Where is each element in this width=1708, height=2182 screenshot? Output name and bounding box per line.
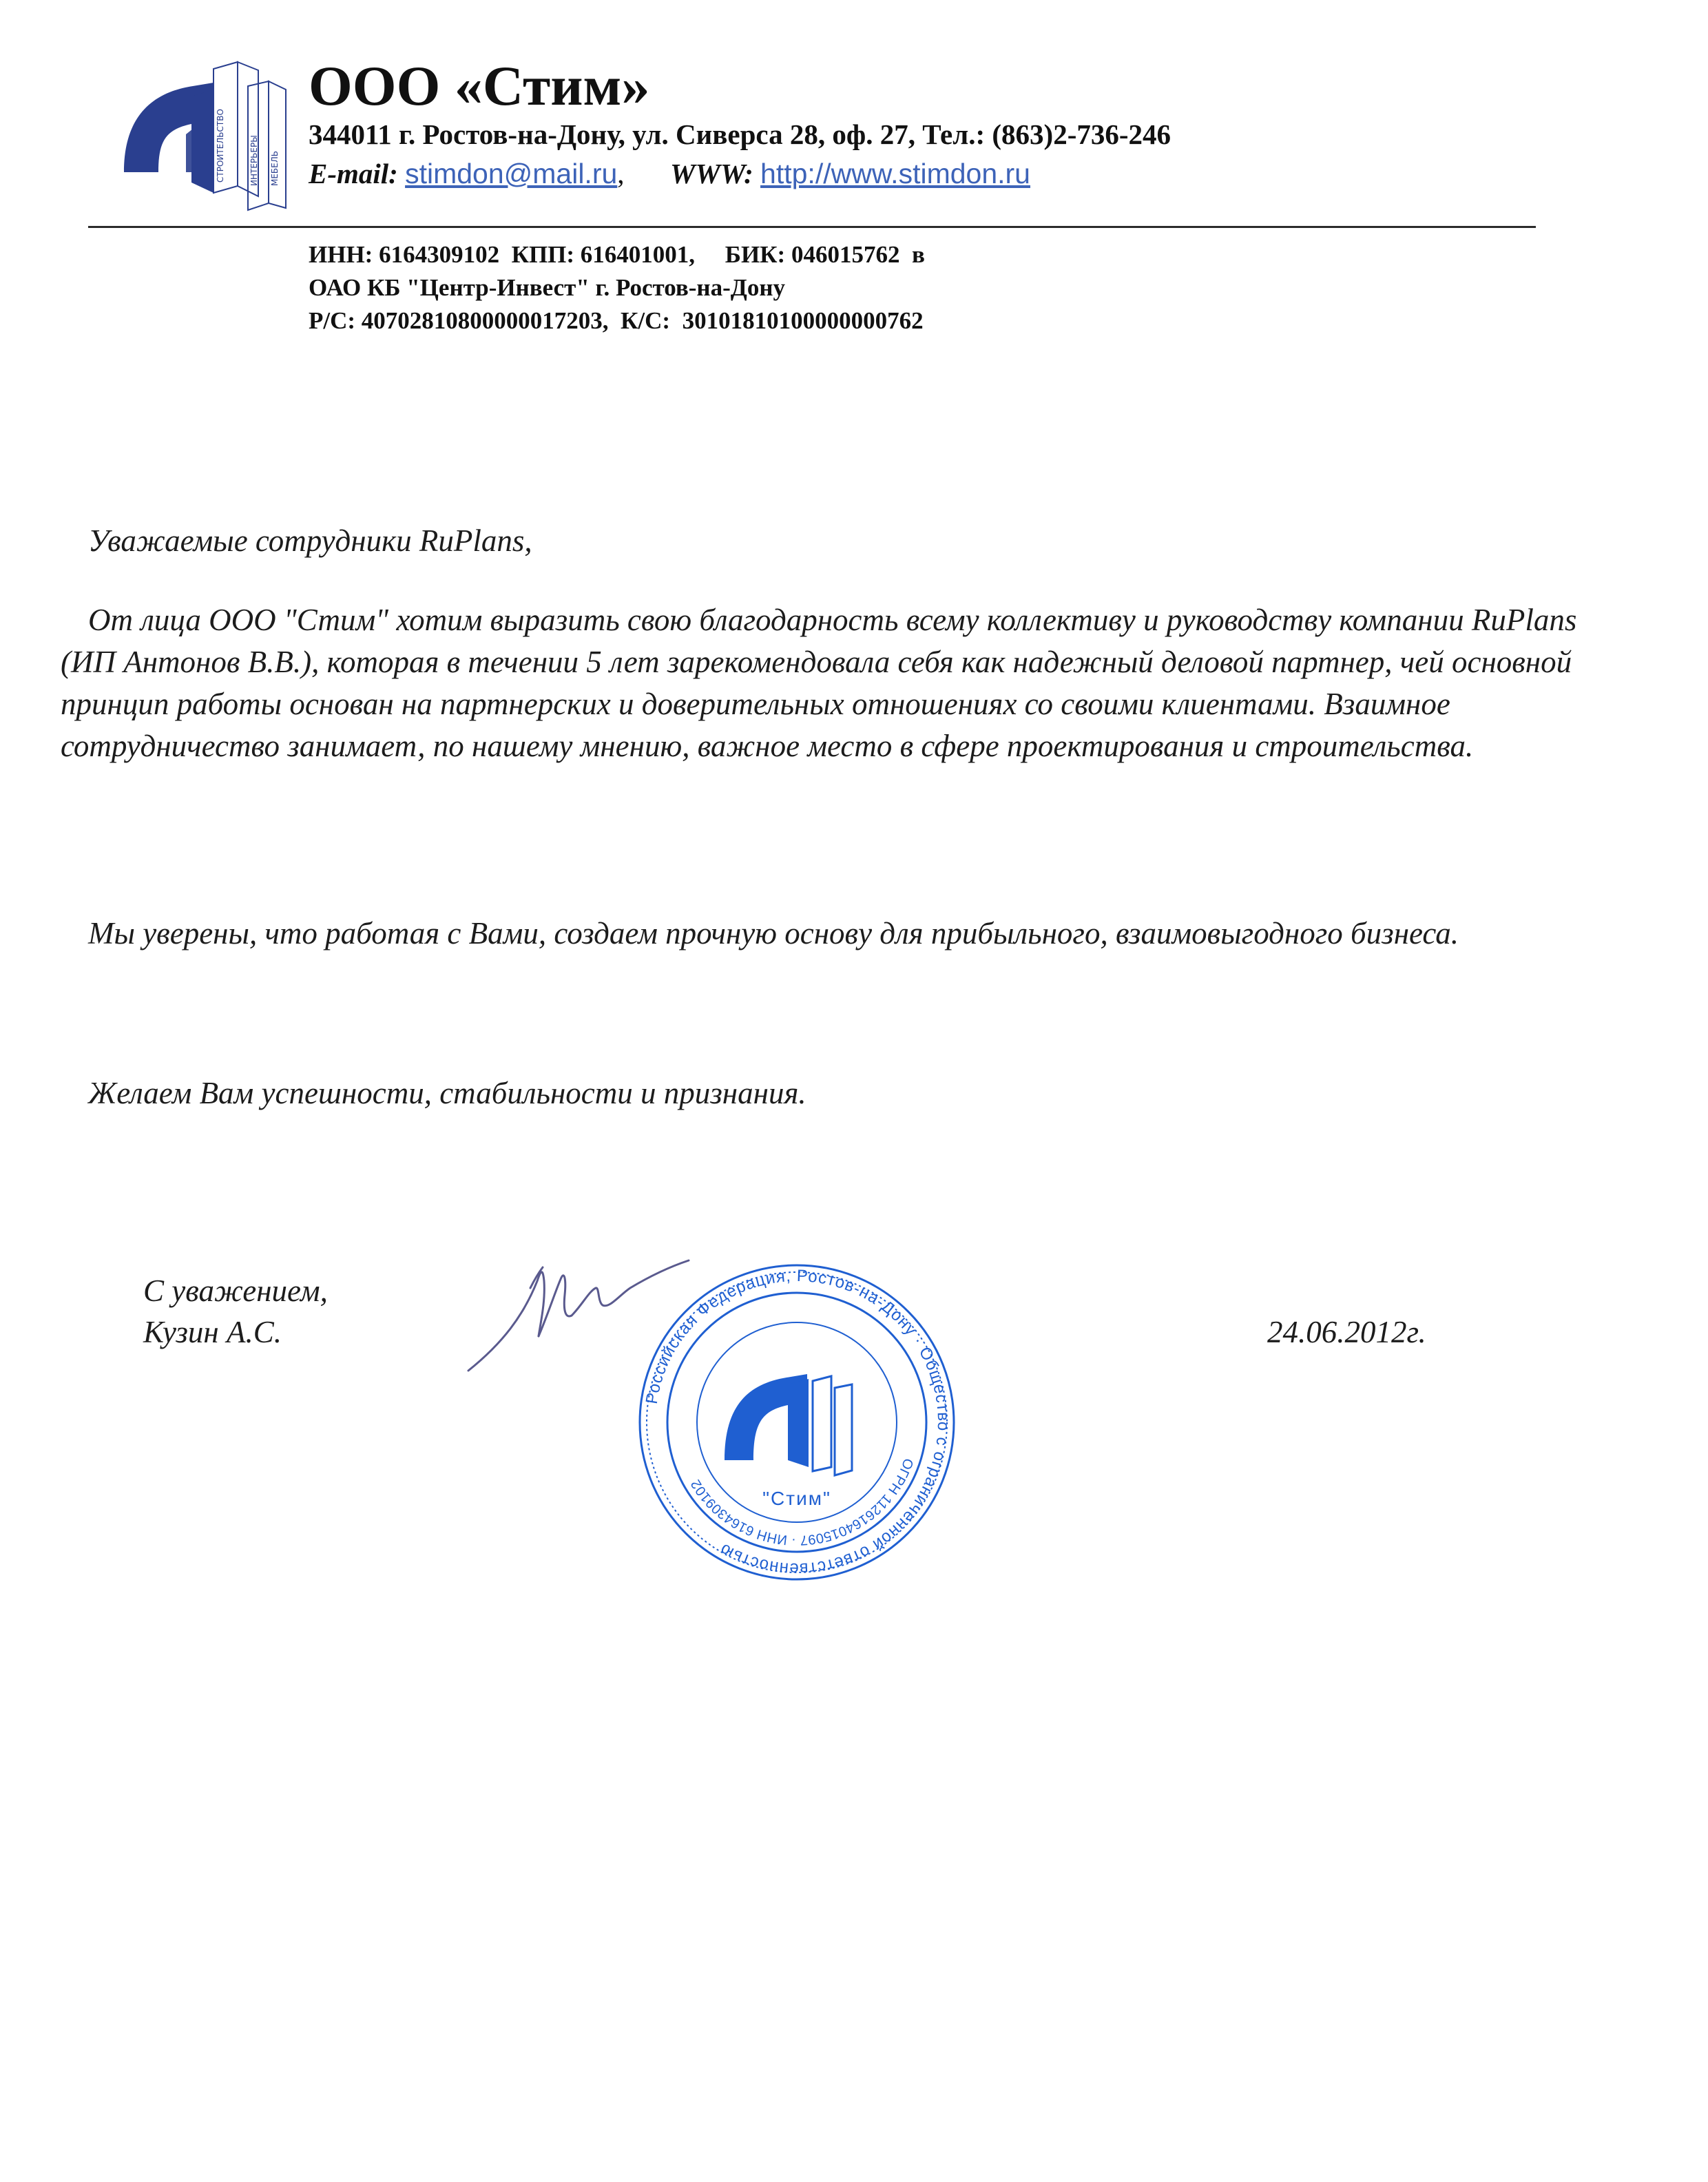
svg-text:ИНТЕРЬЕРЫ: ИНТЕРЬЕРЫ bbox=[249, 135, 259, 186]
email-separator: , bbox=[617, 158, 625, 189]
closing-phrase: С уважением, bbox=[143, 1274, 328, 1308]
bank-line-inn: ИНН: 6164309102 КПП: 616401001, БИК: 046015762 в bbox=[309, 241, 925, 268]
svg-text:СТРОИТЕЛЬСТВО: СТРОИТЕЛЬСТВО bbox=[216, 109, 225, 183]
bank-details bbox=[309, 238, 925, 337]
signer-name: Кузин А.С. bbox=[143, 1315, 282, 1349]
salutation: Уважаемые сотрудники RuPlans, bbox=[88, 523, 532, 558]
paragraph-confidence: Мы уверены, что работая с Вами, создаем прочную основу для прибыльного, взаимовыгодного бизнеса. bbox=[88, 916, 1459, 950]
letter-date: 24.06.2012г. bbox=[1267, 1315, 1426, 1349]
closing-block bbox=[143, 1270, 328, 1353]
paragraph-thanks bbox=[61, 599, 1617, 767]
paragraph-thanks-text: От лица ООО "Стим" хотим выразить свою благодарность всему коллективу и руководству компании RuPlans (ИП Антонов В.В.), которая в течении 5 лет зарекомендовала себя как надежный деловой партнер, чей основной принцип работы основан на партнерских и доверительных отношениях со своими клиентами. Взаимное сотрудничество занимает, по нашему мнению, важное место в сфере проектирования и строительства. bbox=[61, 603, 1577, 763]
svg-text:ОГРН 1126164015097 · ИНН 61643: ОГРН 1126164015097 · ИНН 6164309102 bbox=[688, 1456, 917, 1548]
svg-text:"Стим": "Стим" bbox=[762, 1488, 831, 1509]
stim-logo-icon bbox=[110, 55, 296, 214]
svg-text:МЕБЕЛЬ: МЕБЕЛЬ bbox=[270, 150, 280, 186]
www-label: WWW: bbox=[670, 158, 753, 189]
paragraph-wishes: Желаем Вам успешности, стабильности и признания. bbox=[88, 1076, 806, 1110]
website-link[interactable]: http://www.stimdon.ru bbox=[760, 158, 1030, 189]
contact-line bbox=[309, 160, 1030, 188]
email-label: E-mail: bbox=[309, 158, 398, 189]
company-seal-icon bbox=[635, 1260, 959, 1584]
bank-line-accounts: Р/С: 40702810800000017203, К/С: 30101810100000000762 bbox=[309, 307, 924, 334]
company-address: 344011 г. Ростов-на-Дону, ул. Сиверса 28, оф. 27, Тел.: (863)2-736-246 bbox=[309, 118, 1171, 150]
svg-text:Российская Федерация, Ростов-н: Российская Федерация, Ростов-на-Дону · Общество с ограниченной ответственностью bbox=[642, 1266, 953, 1579]
bank-line-bank: ОАО КБ "Центр-Инвест" г. Ростов-на-Дону bbox=[309, 274, 785, 301]
header-divider bbox=[88, 226, 1536, 228]
email-link[interactable]: stimdon@mail.ru bbox=[405, 158, 618, 189]
company-name: ООО «Стим» bbox=[309, 54, 650, 117]
